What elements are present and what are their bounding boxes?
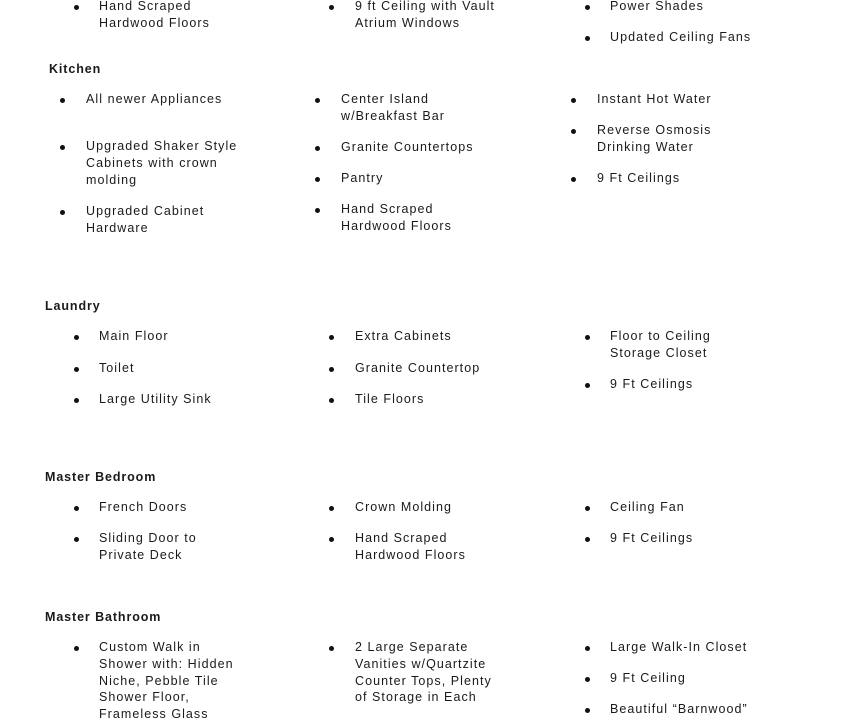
list-item: French Doors — [99, 500, 188, 514]
bullet-icon — [571, 129, 576, 134]
list-item: 9 Ft Ceilings — [597, 171, 681, 185]
list-item: Updated Ceiling Fans — [610, 30, 752, 44]
list-item: 9 ft Ceiling with Vault Atrium Windows — [355, 0, 495, 30]
list-item: Power Shades — [610, 0, 704, 13]
list-item: Extra Cabinets — [355, 329, 452, 343]
bullet-icon — [329, 367, 334, 372]
list-item: Reverse Osmosis Drinking Water — [597, 123, 712, 154]
section-heading-master-bathroom: Master Bathroom — [45, 610, 162, 624]
list-item: Hand Scraped Hardwood Floors — [341, 202, 452, 233]
list-item: Instant Hot Water — [597, 92, 712, 106]
bullet-icon — [315, 98, 320, 103]
list-item: Upgraded Shaker Style Cabinets with crown molding — [86, 139, 238, 187]
bullet-icon — [585, 383, 590, 388]
list-item: Center Island w/Breakfast Bar — [341, 92, 445, 123]
list-item: All newer Appliances — [86, 92, 223, 106]
bullet-icon — [329, 506, 334, 511]
list-item: 9 Ft Ceiling — [610, 671, 686, 685]
bullet-icon — [60, 98, 65, 103]
section-heading-laundry: Laundry — [45, 299, 101, 313]
bullet-icon — [74, 5, 79, 10]
list-item: Crown Molding — [355, 500, 453, 514]
bullet-icon — [74, 537, 79, 542]
bullet-icon — [585, 36, 590, 41]
list-item: Ceiling Fan — [610, 500, 685, 514]
bullet-icon — [329, 335, 334, 340]
list-item: Large Walk-In Closet — [610, 640, 748, 654]
bullet-icon — [74, 506, 79, 511]
bullet-icon — [74, 335, 79, 340]
bullet-icon — [60, 145, 65, 150]
list-item: Custom Walk in Shower with: Hidden Niche, Pebble Tile Shower Floor, Frameless Glass — [99, 640, 234, 722]
list-item: Large Utility Sink — [99, 392, 212, 406]
bullet-icon — [585, 677, 590, 682]
list-item: Granite Countertops — [341, 140, 474, 154]
list-item: Floor to Ceiling Storage Closet — [610, 329, 711, 360]
bullet-icon — [315, 208, 320, 213]
bullet-icon — [585, 708, 590, 713]
list-item: Pantry — [341, 171, 384, 185]
bullet-icon — [329, 398, 334, 403]
bullet-icon — [585, 5, 590, 10]
bullet-icon — [329, 537, 334, 542]
bullet-icon — [329, 646, 334, 651]
bullet-icon — [585, 646, 590, 651]
list-item: Sliding Door to Private Deck — [99, 531, 197, 562]
list-item: Upgraded Cabinet Hardware — [86, 204, 205, 235]
list-item: 9 Ft Ceilings — [610, 377, 694, 391]
bullet-icon — [585, 335, 590, 340]
bullet-icon — [74, 646, 79, 651]
bullet-icon — [74, 367, 79, 372]
bullet-icon — [60, 210, 65, 215]
bullet-icon — [571, 98, 576, 103]
list-item: Granite Countertop — [355, 361, 481, 375]
list-item: Toilet — [99, 361, 135, 375]
bullet-icon — [315, 146, 320, 151]
list-item: Hand Scraped Hardwood Floors — [355, 531, 466, 562]
bullet-icon — [571, 177, 576, 182]
section-heading-kitchen: Kitchen — [49, 62, 102, 76]
list-item: 2 Large Separate Vanities w/Quartzite Counter Tops, Plenty of Storage in Each — [355, 640, 492, 705]
bullet-icon — [74, 398, 79, 403]
list-item: Beautiful “Barnwood” — [610, 702, 748, 716]
bullet-icon — [585, 506, 590, 511]
bullet-icon — [585, 537, 590, 542]
list-item: Tile Floors — [355, 392, 425, 406]
bullet-icon — [329, 5, 334, 10]
bullet-icon — [315, 177, 320, 182]
list-item: 9 Ft Ceilings — [610, 531, 694, 545]
list-item: Main Floor — [99, 329, 169, 343]
list-item: Hand Scraped Hardwood Floors — [99, 0, 210, 30]
section-heading-master-bedroom: Master Bedroom — [45, 470, 157, 484]
